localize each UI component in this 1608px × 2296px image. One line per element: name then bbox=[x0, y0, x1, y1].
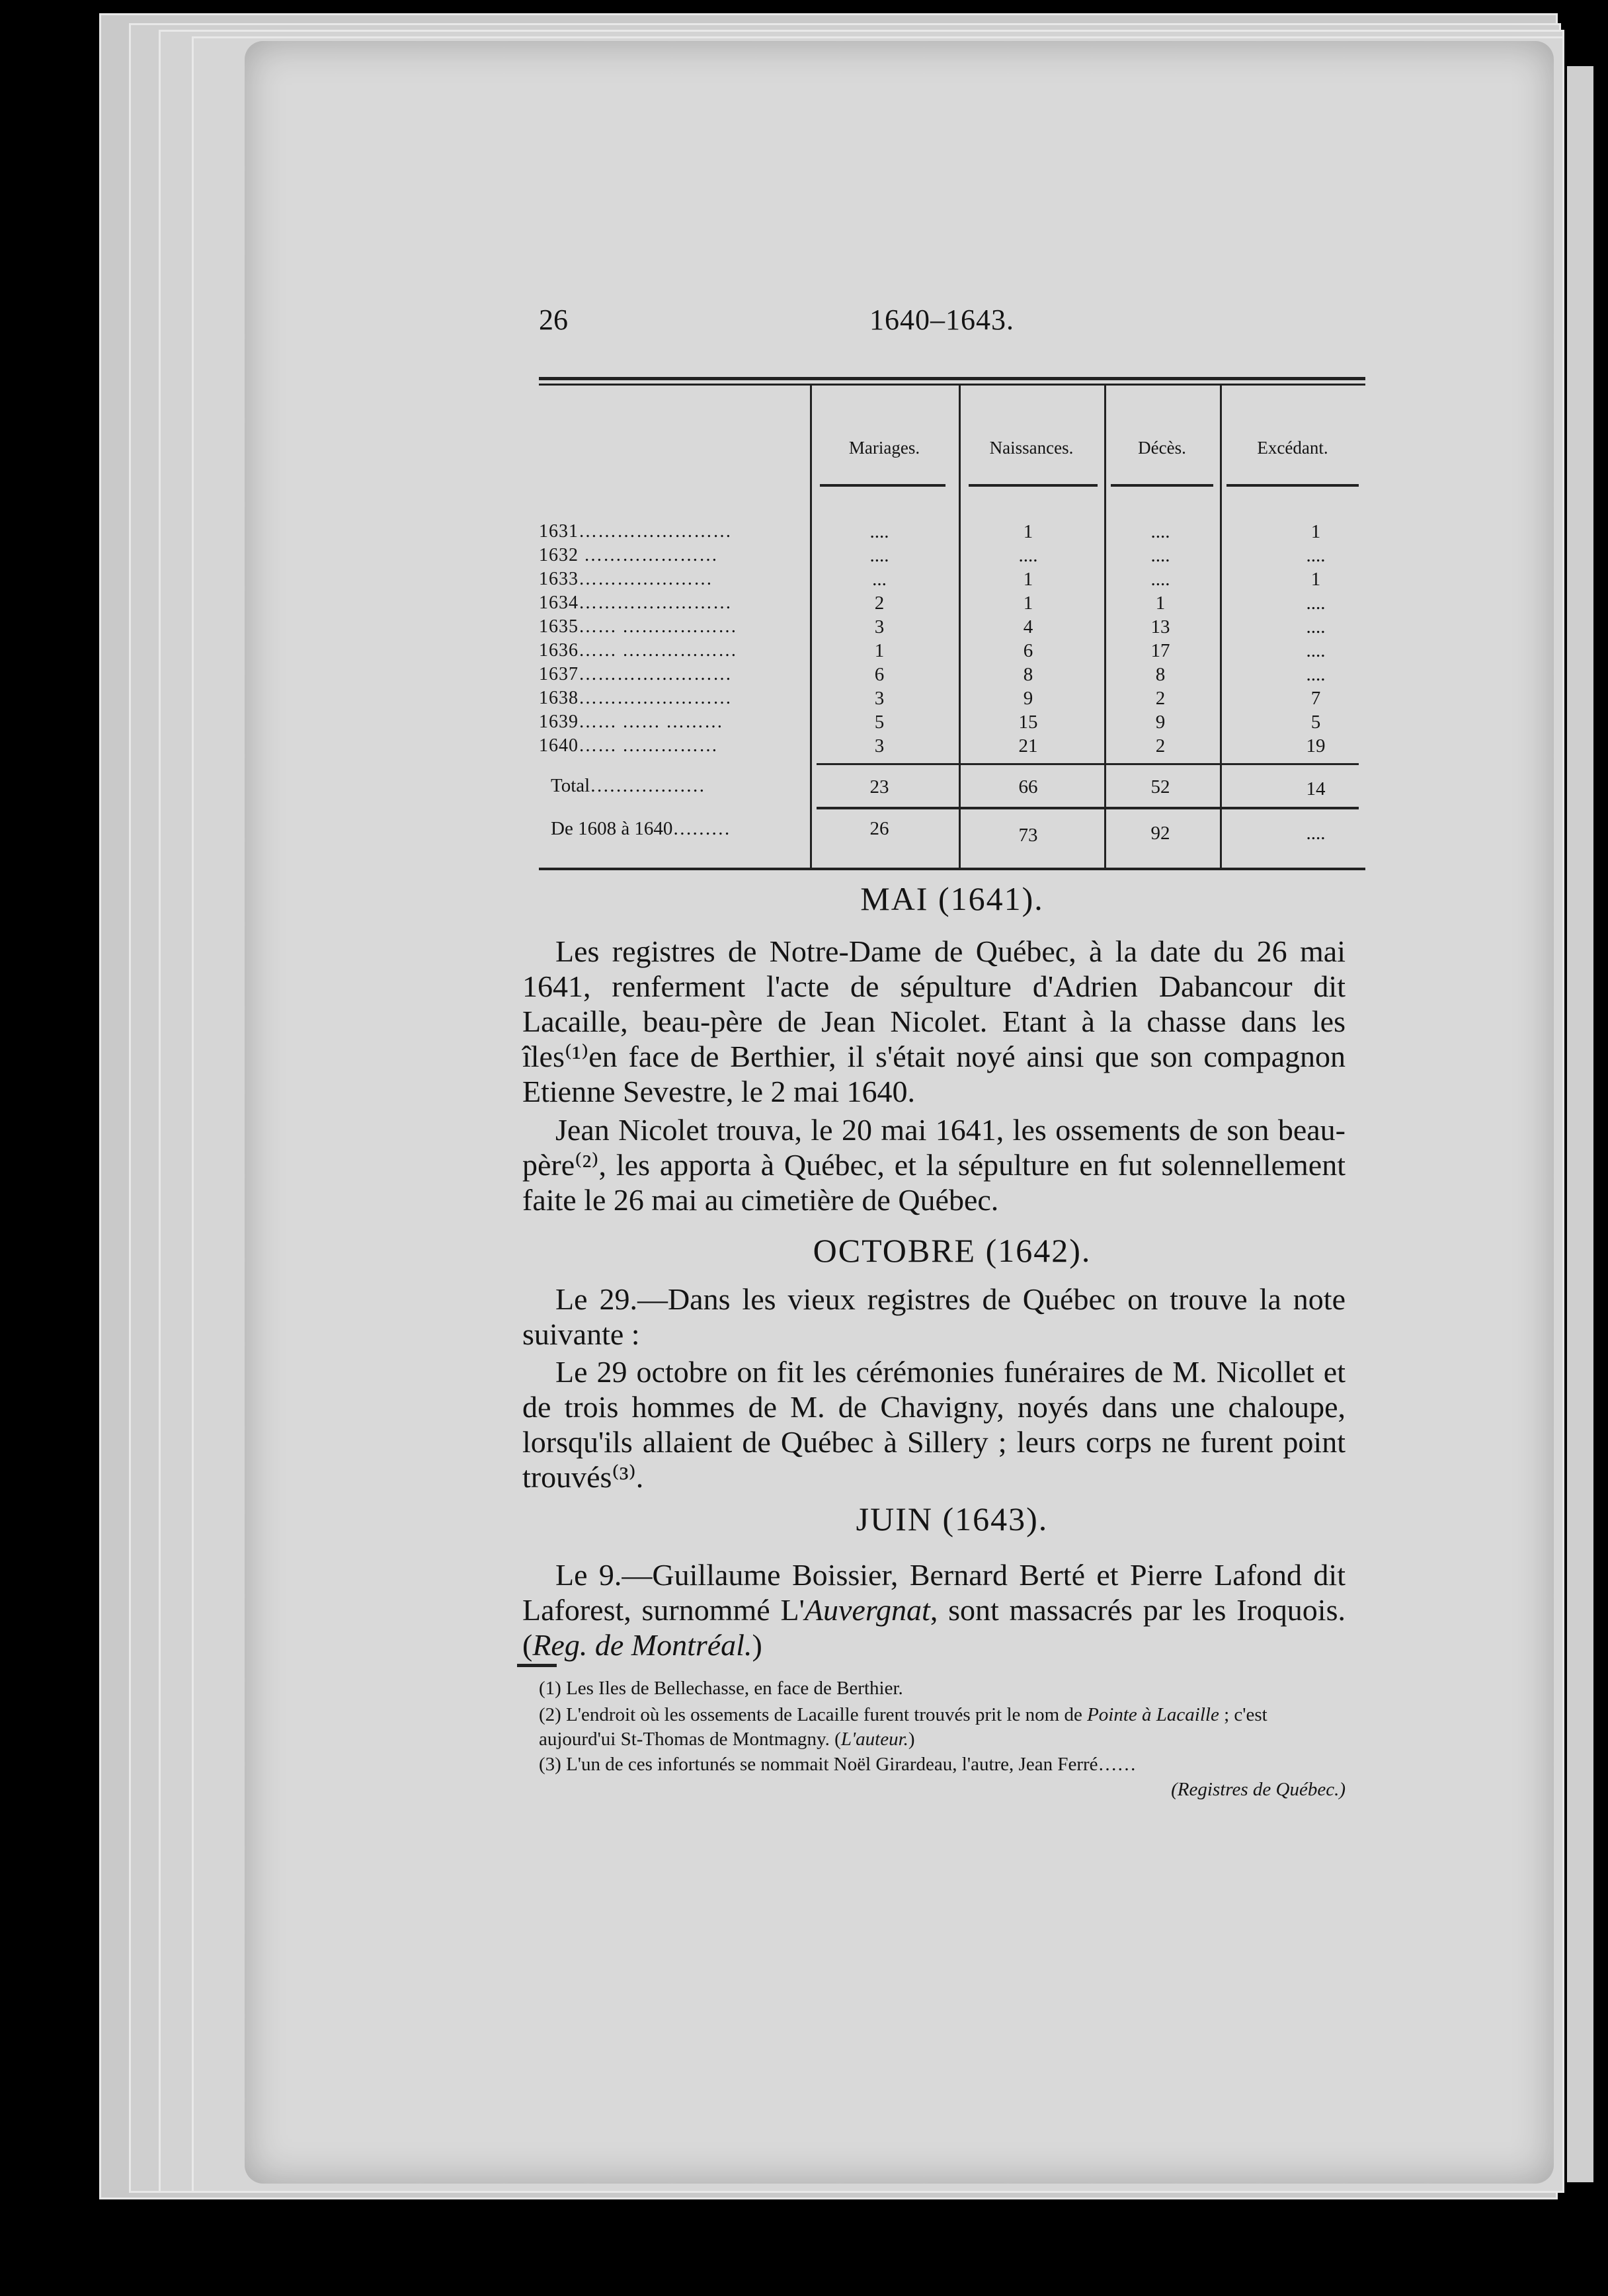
cell-naissances: 4 bbox=[1023, 616, 1033, 637]
cell-excedant: .... bbox=[1306, 664, 1326, 685]
paragraph: Le 29 octobre on fit les cérémonies funéraires de M. Nicollet et de trois hommes de M. de Chavigny, noyés dans une chaloupe, lorsqu'ils allaient de Québec à Sillery ; leurs corps ne furent point trouvés⁽³⁾. bbox=[522, 1355, 1346, 1494]
cell-deces: .... bbox=[1150, 569, 1170, 590]
cell-mariages: 3 bbox=[874, 735, 885, 757]
since-naissances: 73 bbox=[1018, 825, 1038, 846]
row-year: 1632 ………………… bbox=[539, 545, 718, 565]
cell-excedant: .... bbox=[1306, 545, 1326, 566]
running-head bbox=[539, 303, 1365, 349]
since-1608-label: De 1608 à 1640……… bbox=[551, 818, 731, 839]
total-excedant: 14 bbox=[1306, 778, 1326, 800]
column-header-naissances: Naissances. bbox=[989, 438, 1074, 458]
cell-naissances: 21 bbox=[1018, 735, 1038, 757]
cell-excedant: 1 bbox=[1310, 521, 1321, 542]
row-year: 1638…………………… bbox=[539, 688, 732, 708]
header-rule bbox=[969, 484, 1098, 487]
cell-naissances: 1 bbox=[1023, 569, 1033, 590]
footnote-3-source: (Registres de Québec.) bbox=[1171, 1779, 1346, 1800]
cell-mariages: 2 bbox=[874, 593, 885, 614]
row-year: 1637…………………… bbox=[539, 664, 732, 684]
cell-mariages: 3 bbox=[874, 688, 885, 709]
cell-excedant: .... bbox=[1306, 616, 1326, 637]
cell-excedant: 5 bbox=[1310, 712, 1321, 733]
cell-naissances: 9 bbox=[1023, 688, 1033, 709]
cell-excedant: .... bbox=[1306, 640, 1326, 661]
cell-mariages: 5 bbox=[874, 712, 885, 733]
row-year: 1633………………… bbox=[539, 569, 713, 589]
section-heading-mai: MAI (1641). bbox=[860, 880, 1044, 917]
column-header-mariages: Mariages. bbox=[848, 438, 920, 458]
cell-deces: 2 bbox=[1155, 735, 1166, 757]
cell-deces: 13 bbox=[1150, 616, 1170, 637]
cell-excedant: 19 bbox=[1306, 735, 1326, 757]
total-rule bbox=[817, 807, 1359, 809]
cell-excedant: 7 bbox=[1310, 688, 1321, 709]
since-excedant: .... bbox=[1306, 823, 1326, 844]
row-year: 1636…… ……………… bbox=[539, 640, 737, 661]
text-run: ) bbox=[752, 1628, 762, 1662]
cell-naissances: 1 bbox=[1023, 521, 1033, 542]
since-deces: 92 bbox=[1150, 823, 1170, 844]
cell-naissances: 8 bbox=[1023, 664, 1033, 685]
cell-naissances: .... bbox=[1018, 545, 1038, 566]
row-year: 1631…………………… bbox=[539, 521, 732, 542]
header-rule bbox=[1111, 484, 1213, 487]
header-rule bbox=[1226, 484, 1359, 487]
footnote-rule bbox=[517, 1664, 557, 1667]
paragraph: Les registres de Notre-Dame de Québec, à la date du 26 mai 1641, renferment l'acte de sépulture d'Adrien Dabancour dit Lacaille, beau-père de Jean Nicolet. Etant à la chasse dans les îles⁽¹⁾en face de Berthier, il s'était noyé ainsi que son compagnon Etienne Sevestre, le 2 mai 1640. bbox=[522, 934, 1346, 1108]
cell-naissances: 6 bbox=[1023, 640, 1033, 661]
statistics-table bbox=[539, 385, 1365, 868]
cell-deces: .... bbox=[1150, 545, 1170, 566]
cell-deces: .... bbox=[1150, 521, 1170, 542]
column-divider bbox=[810, 385, 812, 868]
cell-naissances: 1 bbox=[1023, 593, 1033, 614]
text-run: ; c'est aujourd'ui St-Thomas de Montmagny. ( bbox=[539, 1704, 1267, 1750]
cell-mariages: .... bbox=[869, 545, 889, 566]
italic-run: Auvergnat bbox=[804, 1593, 930, 1627]
cell-deces: 2 bbox=[1155, 688, 1166, 709]
cell-deces: 17 bbox=[1150, 640, 1170, 661]
total-naissances: 66 bbox=[1018, 776, 1038, 798]
total-rule bbox=[817, 763, 1359, 765]
footnote-3: (3) L'un de ces infortunés se nommait Noël Girardeau, l'autre, Jean Ferré…… bbox=[539, 1754, 1137, 1775]
cell-naissances: 15 bbox=[1018, 712, 1038, 733]
text-run: , sont massacrés par les Iroquois. ( bbox=[522, 1593, 1346, 1662]
section-heading-juin: JUIN (1643). bbox=[856, 1500, 1049, 1538]
italic-run: Pointe à Lacaille bbox=[1087, 1704, 1219, 1725]
total-deces: 52 bbox=[1150, 776, 1170, 798]
cell-mariages: 3 bbox=[874, 616, 885, 637]
text-run: (2) L'endroit où les ossements de Lacaille furent trouvés prit le nom de bbox=[539, 1704, 1088, 1725]
cell-mariages: ... bbox=[872, 569, 887, 590]
cell-excedant: 1 bbox=[1310, 569, 1321, 590]
cell-deces: 8 bbox=[1155, 664, 1166, 685]
text-run: Le 9.—Guillaume Boissier, Bernard Berté et Pierre Lafond dit Laforest, surnommé L' bbox=[522, 1558, 1346, 1627]
total-label: Total……………… bbox=[551, 775, 705, 796]
italic-run: Reg. de Montréal. bbox=[532, 1628, 752, 1662]
column-divider bbox=[959, 385, 961, 868]
footnote-1: (1) Les Iles de Bellechasse, en face de Berthier. bbox=[539, 1678, 903, 1699]
column-header-excedant: Excédant. bbox=[1257, 438, 1328, 458]
cell-mariages: 6 bbox=[874, 664, 885, 685]
since-mariages: 26 bbox=[869, 818, 889, 839]
paragraph: Jean Nicolet trouva, le 20 mai 1641, les ossements de son beau-père⁽²⁾, les apporta à Québec, et la sépulture en fut solennellement faite le 26 mai au cimetière de Québec. bbox=[522, 1113, 1346, 1217]
italic-run: L'auteur. bbox=[840, 1729, 908, 1750]
row-year: 1640…… …………… bbox=[539, 735, 718, 756]
page-number: 26 bbox=[539, 304, 568, 336]
footnote-2 bbox=[539, 1703, 1346, 1752]
table-bottom-rule bbox=[539, 868, 1365, 870]
cell-deces: 9 bbox=[1155, 712, 1166, 733]
total-mariages: 23 bbox=[869, 776, 889, 798]
cell-mariages: 1 bbox=[874, 640, 885, 661]
text-run: ) bbox=[908, 1729, 915, 1750]
row-year: 1635…… ……………… bbox=[539, 616, 737, 637]
cell-mariages: .... bbox=[869, 521, 889, 542]
paragraph: Le 29.—Dans les vieux registres de Québec on trouve la note suivante : bbox=[522, 1282, 1346, 1351]
paragraph bbox=[522, 1557, 1346, 1662]
facing-page-edge bbox=[1567, 66, 1593, 2182]
cell-excedant: .... bbox=[1306, 593, 1326, 614]
running-title: 1640–1643. bbox=[869, 304, 1014, 336]
row-year: 1639…… …… ……… bbox=[539, 712, 723, 732]
section-heading-octobre: OCTOBRE (1642). bbox=[813, 1232, 1092, 1269]
column-divider bbox=[1104, 385, 1106, 868]
column-header-deces: Décès. bbox=[1138, 438, 1186, 458]
column-divider bbox=[1220, 385, 1222, 868]
row-year: 1634…………………… bbox=[539, 593, 732, 613]
cell-deces: 1 bbox=[1155, 593, 1166, 614]
header-rule bbox=[820, 484, 945, 487]
